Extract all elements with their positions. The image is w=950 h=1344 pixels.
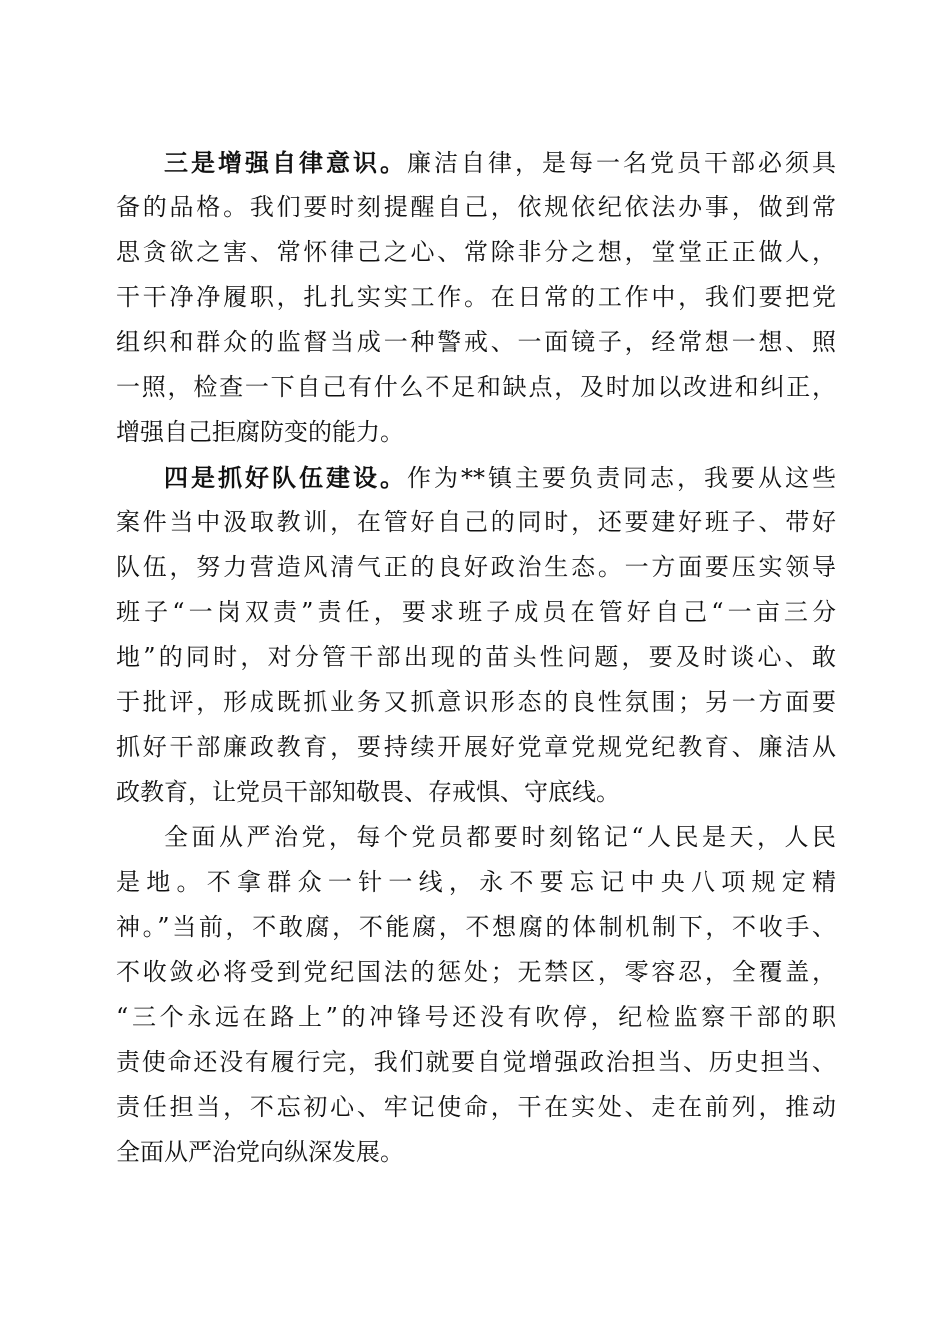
paragraph-lead: 四是抓好队伍建设。 xyxy=(164,463,407,492)
paragraph-self-discipline xyxy=(116,140,836,455)
text-line: 思贪欲之害、常怀律己之心、常除非分之想，堂堂正正做人， xyxy=(116,238,836,266)
text-line: 全面从严治党，每个党员都要时刻铭记“人民是天，人民 xyxy=(164,823,836,851)
text-line: 班子“一岗双责”责任，要求班子成员在管好自己“一亩三分 xyxy=(116,598,836,626)
text-line: 案件当中汲取教训，在管好自己的同时，还要建好班子、带好 xyxy=(116,508,836,536)
paragraph-team-building xyxy=(116,455,836,815)
text-line: 队伍，努力营造风清气正的良好政治生态。一方面要压实领导 xyxy=(116,553,836,581)
text-line: 地”的同时，对分管干部出现的苗头性问题，要及时谈心、敢 xyxy=(116,643,836,671)
text-line: 全面从严治党向纵深发展。 xyxy=(116,1138,404,1166)
text-line: 神。”当前，不敢腐，不能腐，不想腐的体制机制下，不收手、 xyxy=(116,913,836,941)
document-page xyxy=(116,140,836,1175)
text-line xyxy=(116,455,836,500)
paragraph-lead: 三是增强自律意识。 xyxy=(164,148,407,177)
text-line-content: 作为**镇主要负责同志，我要从这些 xyxy=(407,464,836,492)
text-line: 备的品格。我们要时刻提醒自己，依规依纪依法办事，做到常 xyxy=(116,193,836,221)
text-line: 一照，检查一下自己有什么不足和缺点，及时加以改进和纠正， xyxy=(116,373,836,401)
text-line: 干干净净履职，扎扎实实工作。在日常的工作中，我们要把党 xyxy=(116,283,836,311)
text-line: 组织和群众的监督当成一种警戒、一面镜子，经常想一想、照 xyxy=(116,328,836,356)
text-line: 是地。不拿群众一针一线，永不要忘记中央八项规定精 xyxy=(116,868,836,896)
paragraph-conclusion xyxy=(116,815,836,1175)
text-line: 增强自己拒腐防变的能力。 xyxy=(116,418,404,446)
text-line-content: 廉洁自律，是每一名党员干部必须具 xyxy=(407,149,836,177)
text-line: 政教育，让党员干部知敬畏、存戒惧、守底线。 xyxy=(116,778,620,806)
text-line: 责任担当，不忘初心、牢记使命，干在实处、走在前列，推动 xyxy=(116,1093,836,1121)
text-line: 责使命还没有履行完，我们就要自觉增强政治担当、历史担当、 xyxy=(116,1048,836,1076)
text-line: “三个永远在路上”的冲锋号还没有吹停，纪检监察干部的职 xyxy=(116,1003,836,1031)
text-line xyxy=(116,140,836,185)
text-line: 于批评，形成既抓业务又抓意识形态的良性氛围；另一方面要 xyxy=(116,688,836,716)
text-line: 不收敛必将受到党纪国法的惩处；无禁区，零容忍，全覆盖， xyxy=(116,958,836,986)
text-line: 抓好干部廉政教育，要持续开展好党章党规党纪教育、廉洁从 xyxy=(116,733,836,761)
